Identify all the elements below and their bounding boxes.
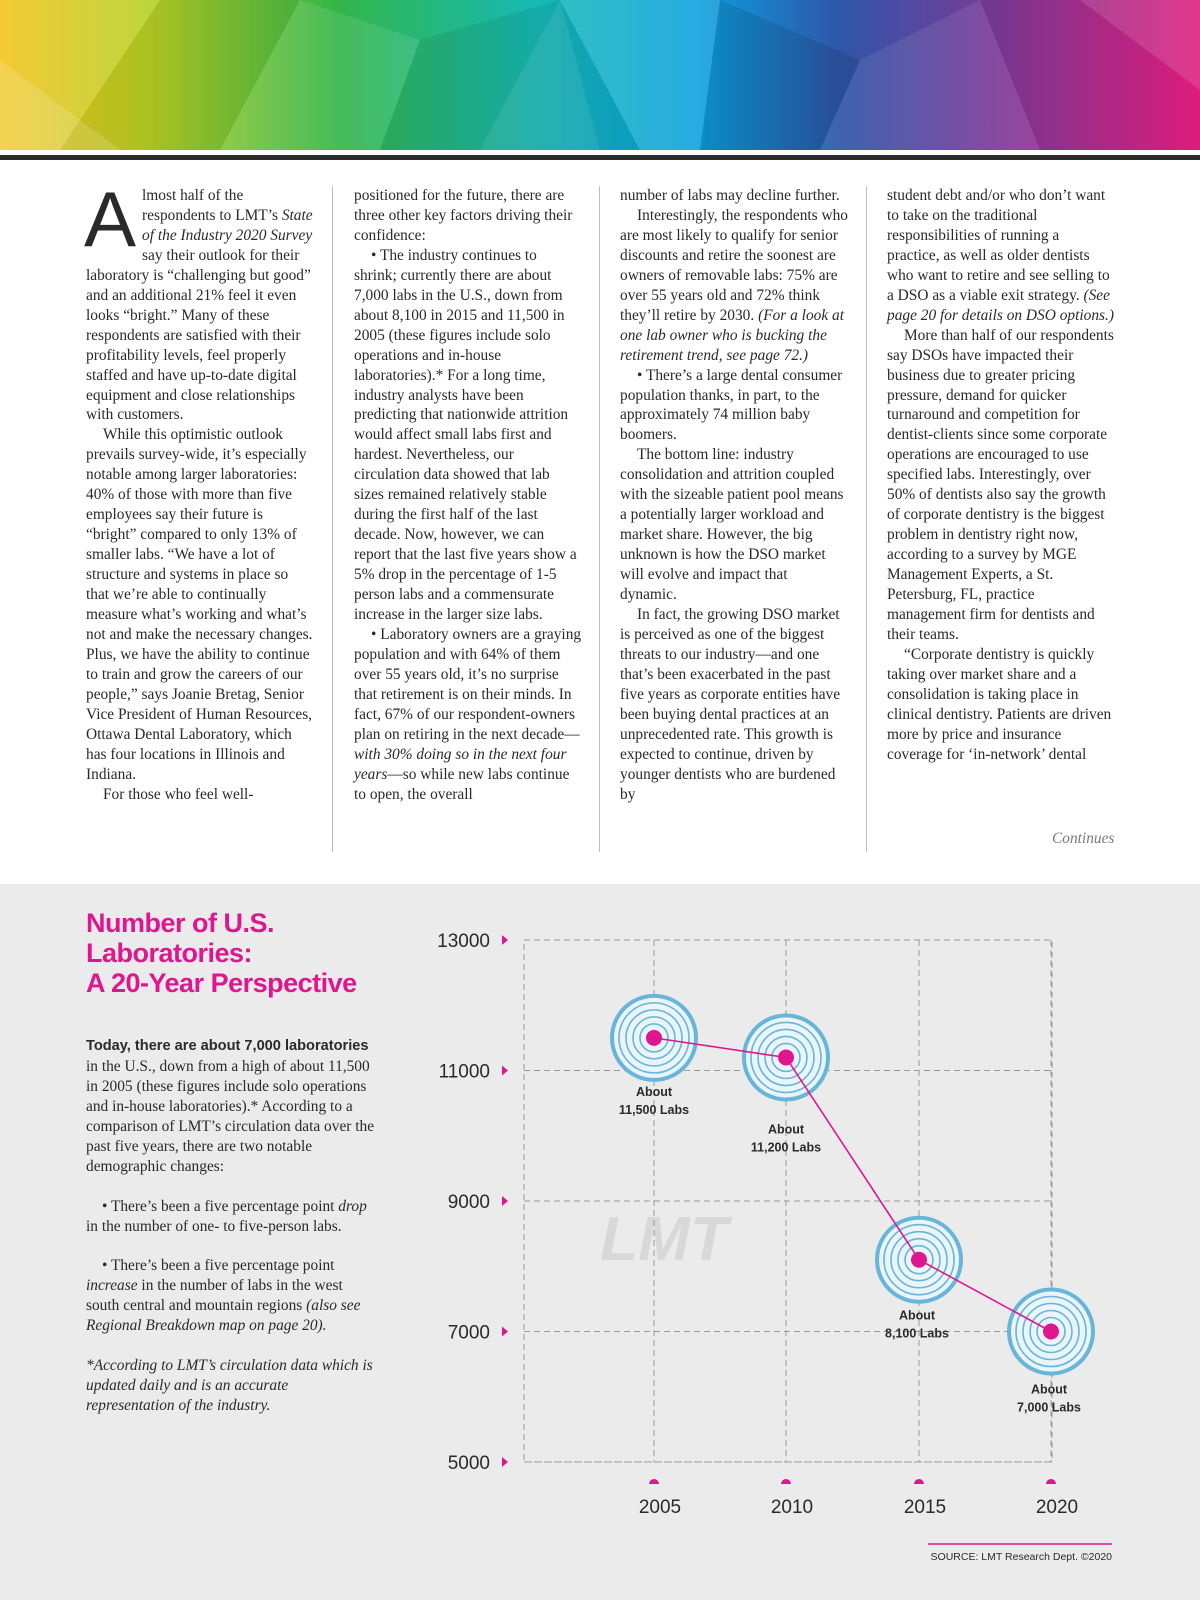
y-tick-label: 11000 <box>438 1061 490 1083</box>
paragraph: • Laboratory owners are a graying population and with 64% of them over 55 years old, it’s no surprise that retirement is on their minds. In fact, 67% of our respondent-owners plan on retiring in the next decade—with 30% doing so in the next four years—so while new labs continue to open, the overall <box>354 625 582 803</box>
source-label: SOURCE: LMT Research Dept. ©2020 <box>930 1551 1112 1563</box>
data-point <box>911 1252 927 1268</box>
paragraph: Interestingly, the respondents who are most likely to qualify for senior discounts and retire the soonest are owners of removable labs: 75% are over 55 years old and 72% think they’ll retire by 2030. (For a look at one lab owner who is bucking the retirement trend, see page 72.) <box>620 206 849 364</box>
article-column-1: Almost half of the respondents to LMT’s State of the Industry 2020 Survey say their outlook for their laboratory is “challenging but good” and an additional 21% feel it even looks “bright.” Many of these respondents are satisfied with their profitability levels, feel properly staffed and have up-to-date digital equipment and close relationships with customers. While this optimistic outlook prevails survey-wide, it’s especially notable among larger laboratories: 40% of those with more than five employees say their future is “bright” compared to only 13% of smaller labs. “We have a lot of structure and systems in place so that we’re able to continually measure what’s working and what’s not and make the necessary changes. Plus, we have the ability to continue to train and grow the careers of our people,” says Joanie Bretag, Senior Vice President of Human Resources, Ottawa Dental Laboratory, which has four locations in Illinois and Indiana. For those who feel well- <box>84 175 313 803</box>
column-divider <box>332 186 333 852</box>
column-divider <box>866 186 867 852</box>
data-label: 11,200 Labs <box>750 1140 822 1155</box>
paragraph: “Corporate dentistry is quickly taking over market share and a consolidation is taking place in clinical dentistry. Patients are driven more by price and insurance coverage for ‘in-network’ dental <box>887 645 1112 763</box>
x-tick-marker <box>914 1479 924 1484</box>
paragraph: The bottom line: industry consolidation and attrition coupled with the sizeable patient pool means a potentially larger workload and market share. However, the big unknown is how the DSO market will evolve and impact that dynamic. <box>620 446 844 604</box>
column-divider <box>599 186 600 852</box>
chart-panel <box>0 884 1200 1600</box>
header-rule <box>0 155 1200 160</box>
x-tick-marker <box>649 1479 659 1484</box>
data-label: 7,000 Labs <box>1017 1400 1081 1415</box>
x-tick-label: 2010 <box>770 1497 814 1518</box>
y-tick-label: 5000 <box>447 1453 490 1474</box>
paragraph: In fact, the growing DSO market is perceived as one of the biggest threats to our industry—and one that’s been exacerbated in the past five years as corporate entities have been buying dental practices at an unprecedented rate. This growth is expected to continue, driven by younger dentists who are burdened by <box>620 606 841 803</box>
paragraph: • The industry continues to shrink; currently there are about 7,000 labs in the U.S., down from about 8,100 in 2015 and 11,500 in 2005 (these figures include solo operations and in-house laboratories).* For a long time, industry analysts have been predicting that nationwide attrition would affect small labs first and hardest. Nevertheless, our circulation data showed that lab sizes remained relatively stable during the first half of the last decade. Now, however, we can report that the last five years show a 5% drop in the percentage of 1-5 person labs and a commensurate increase in the larger size labs. <box>354 246 577 624</box>
data-label: 11,500 Labs <box>618 1102 690 1117</box>
paragraph: student debt and/or who don’t want to take on the traditional responsibilities of running a practice, as well as older dentists who want to retire and see selling to a DSO as a viable exit strategy. (See page 20 for details on DSO options.) <box>887 187 1115 324</box>
paragraph: • There’s a large dental consumer population thanks, in part, to the approximately 74 million baby boomers. <box>620 366 843 444</box>
y-tick-label: 13000 <box>437 931 490 952</box>
paragraph: More than half of our respondents say DSOs have impacted their business due to greater pricing pressure, demand for quicker turnaround and competition for dentist-clients since some corporate operations are encouraged to use specified labs. Interestingly, over 50% of dentists also say the growth of corporate dentistry is the biggest problem in dentistry right now, according to a survey by MGE Management Experts, a St. Petersburg, FL, practice management firm for dentists and their teams. <box>887 326 1114 643</box>
rainbow-banner <box>0 0 1200 150</box>
x-tick-marker <box>781 1479 791 1484</box>
article-column-3 <box>620 186 848 805</box>
y-tick-label: 9000 <box>447 1192 490 1213</box>
paragraph: number of labs may decline further. <box>620 187 840 204</box>
data-label: About <box>635 1084 673 1099</box>
paragraph: positioned for the future, there are three other key factors driving their confidence: <box>354 187 573 244</box>
data-point <box>646 1030 662 1046</box>
labs-line-chart <box>0 884 1200 1600</box>
x-tick-marker <box>1046 1479 1056 1484</box>
data-label: About <box>898 1308 936 1323</box>
x-tick-label: 2020 <box>1035 1497 1079 1518</box>
article-column-4 <box>887 186 1115 765</box>
data-label: About <box>767 1122 805 1137</box>
data-label: About <box>1030 1382 1068 1397</box>
lmt-watermark: LMT <box>600 1205 728 1274</box>
data-label: 8,100 Labs <box>885 1326 949 1341</box>
data-point <box>778 1049 794 1065</box>
y-tick-marker <box>502 935 508 945</box>
y-tick-marker <box>502 1196 508 1206</box>
paragraph: While this optimistic outlook prevails survey-wide, it’s especially notable among larger laboratories: 40% of those with more than five employees say their future is “bright” compared to only 13% of smaller labs. “We have a lot of structure and systems in place so that we’re able to continually measure what’s working and what’s not and make the necessary changes. Plus, we have the ability to continue to train and grow the careers of our people,” says Joanie Bretag, Senior Vice President of Human Resources, Ottawa Dental Laboratory, which has four locations in Illinois and Indiana. <box>86 426 313 783</box>
data-point <box>1043 1324 1059 1340</box>
bullet-item: • There’s been a five percentage point increase in the number of labs in the west south central and mountain regions (also see Regional Breakdown map on page 20). <box>86 1257 361 1335</box>
x-tick-label: 2005 <box>638 1497 682 1518</box>
footnote: *According to LMT’s circulation data which is updated daily and is an accurate representation of the industry. <box>86 1357 373 1415</box>
continues-label: Continues <box>1052 830 1115 847</box>
series-line <box>654 1038 1051 1332</box>
chart-title: Number of U.S. Laboratories: A 20-Year Perspective <box>86 908 357 998</box>
x-tick-label: 2015 <box>903 1497 947 1518</box>
article-body <box>84 175 1126 856</box>
y-tick-label: 7000 <box>447 1322 490 1344</box>
lead-paragraph: Today, there are about 7,000 laboratories in the U.S., down from a high of about 11,500 in 2005 (these figures include solo operations and in-house laboratories).* According to a comparison of LMT’s circulation data over the past five years, there are two notable demographic changes: <box>86 1038 375 1175</box>
article-column-2 <box>354 186 582 805</box>
y-tick-marker <box>502 1066 508 1076</box>
y-tick-marker <box>502 1457 508 1467</box>
drop-cap: A <box>84 175 137 263</box>
bullet-item: • There’s been a five percentage point drop in the number of one- to five-person labs. <box>86 1197 367 1235</box>
y-tick-marker <box>502 1327 508 1337</box>
paragraph: For those who feel well- <box>103 785 254 803</box>
